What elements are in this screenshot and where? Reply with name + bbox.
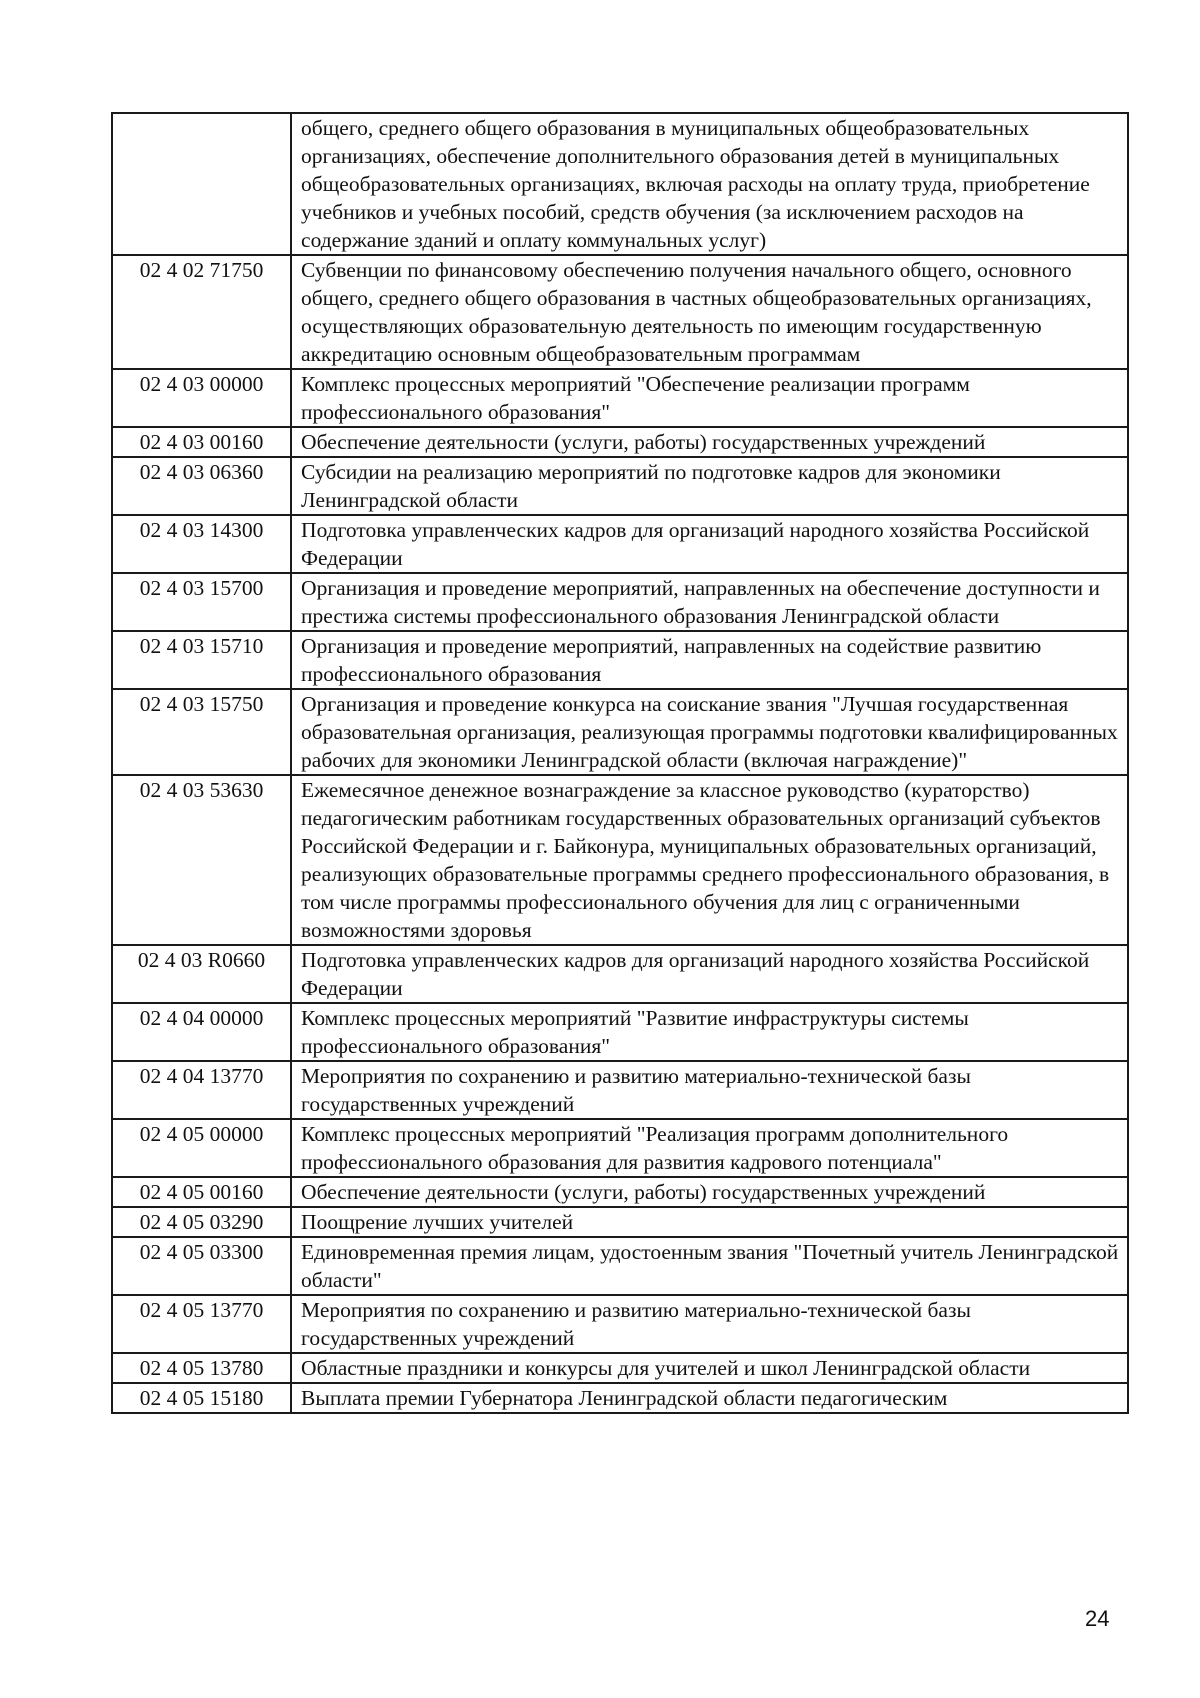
description-cell: Комплекс процессных мероприятий "Развитие инфраструктуры системы профессионального образования" bbox=[291, 1003, 1128, 1061]
code-cell: 02 4 03 15750 bbox=[112, 689, 291, 775]
table-row bbox=[112, 1353, 1128, 1383]
table-row bbox=[112, 1207, 1128, 1237]
table-row bbox=[112, 775, 1128, 945]
table-row bbox=[112, 573, 1128, 631]
description-cell: Организация и проведение мероприятий, направленных на содействие развитию профессионального образования bbox=[291, 631, 1128, 689]
code-cell: 02 4 05 00000 bbox=[112, 1119, 291, 1177]
description-cell: Обеспечение деятельности (услуги, работы) государственных учреждений bbox=[291, 427, 1128, 457]
description-cell: Подготовка управленческих кадров для организаций народного хозяйства Российской Федерации bbox=[291, 945, 1128, 1003]
description-cell: Обеспечение деятельности (услуги, работы) государственных учреждений bbox=[291, 1177, 1128, 1207]
table-row bbox=[112, 1119, 1128, 1177]
code-cell: 02 4 03 00000 bbox=[112, 369, 291, 427]
table-row bbox=[112, 515, 1128, 573]
description-cell: Подготовка управленческих кадров для организаций народного хозяйства Российской Федерации bbox=[291, 515, 1128, 573]
code-cell: 02 4 05 15180 bbox=[112, 1383, 291, 1413]
code-cell: 02 4 03 53630 bbox=[112, 775, 291, 945]
code-cell: 02 4 03 R0660 bbox=[112, 945, 291, 1003]
budget-code-table-container bbox=[111, 112, 1129, 1414]
table-row bbox=[112, 1295, 1128, 1353]
description-cell: Субсидии на реализацию мероприятий по подготовке кадров для экономики Ленинградской области bbox=[291, 457, 1128, 515]
description-cell: Субвенции по финансовому обеспечению получения начального общего, основного общего, среднего общего образования в частных общеобразовательных организациях, осуществляющих образовательную деятельность по имеющим государственную аккредитацию основным общеобразовательным программам bbox=[291, 255, 1128, 369]
table-row bbox=[112, 631, 1128, 689]
description-cell: Организация и проведение мероприятий, направленных на обеспечение доступности и престижа системы профессионального образования Ленинградской области bbox=[291, 573, 1128, 631]
table-row bbox=[112, 689, 1128, 775]
description-cell: Единовременная премия лицам, удостоенным звания "Почетный учитель Ленинградской области" bbox=[291, 1237, 1128, 1295]
code-cell: 02 4 03 15700 bbox=[112, 573, 291, 631]
budget-code-table bbox=[111, 112, 1129, 1414]
table-row bbox=[112, 457, 1128, 515]
description-cell: Комплекс процессных мероприятий "Реализация программ дополнительного профессионального образования для развития кадрового потенциала" bbox=[291, 1119, 1128, 1177]
code-cell: 02 4 04 13770 bbox=[112, 1061, 291, 1119]
code-cell bbox=[112, 113, 291, 255]
table-row bbox=[112, 113, 1128, 255]
table-row bbox=[112, 369, 1128, 427]
page-number: 24 bbox=[1085, 1606, 1110, 1631]
code-cell: 02 4 03 14300 bbox=[112, 515, 291, 573]
code-cell: 02 4 04 00000 bbox=[112, 1003, 291, 1061]
code-cell: 02 4 05 03290 bbox=[112, 1207, 291, 1237]
description-cell: Комплекс процессных мероприятий "Обеспечение реализации программ профессионального образования" bbox=[291, 369, 1128, 427]
code-cell: 02 4 05 03300 bbox=[112, 1237, 291, 1295]
table-row bbox=[112, 1237, 1128, 1295]
table-row bbox=[112, 1383, 1128, 1413]
description-cell: Организация и проведение конкурса на соискание звания "Лучшая государственная образовательная организация, реализующая программы подготовки квалифицированных рабочих для экономики Ленинградской области (включая награждение)" bbox=[291, 689, 1128, 775]
code-cell: 02 4 02 71750 bbox=[112, 255, 291, 369]
description-cell: Мероприятия по сохранению и развитию материально-технической базы государственных учреждений bbox=[291, 1061, 1128, 1119]
description-cell: Поощрение лучших учителей bbox=[291, 1207, 1128, 1237]
description-cell: Мероприятия по сохранению и развитию материально-технической базы государственных учреждений bbox=[291, 1295, 1128, 1353]
code-cell: 02 4 03 15710 bbox=[112, 631, 291, 689]
table-row bbox=[112, 255, 1128, 369]
table-row bbox=[112, 1003, 1128, 1061]
table-row bbox=[112, 1177, 1128, 1207]
description-cell: Ежемесячное денежное вознаграждение за классное руководство (кураторство) педагогическим работникам государственных образовательных организаций субъектов Российской Федерации и г. Байконура, муниципальных образовательных организаций, реализующих образовательные программы среднего профессионального образования, в том числе программы профессионального обучения для лиц с ограниченными возможностями здоровья bbox=[291, 775, 1128, 945]
table-row bbox=[112, 427, 1128, 457]
description-cell: Выплата премии Губернатора Ленинградской области педагогическим bbox=[291, 1383, 1128, 1413]
table-row bbox=[112, 1061, 1128, 1119]
code-cell: 02 4 03 06360 bbox=[112, 457, 291, 515]
description-cell: общего, среднего общего образования в муниципальных общеобразовательных организациях, обеспечение дополнительного образования детей в муниципальных общеобразовательных организациях, включая расходы на оплату труда, приобретение учебников и учебных пособий, средств обучения (за исключением расходов на содержание зданий и оплату коммунальных услуг) bbox=[291, 113, 1128, 255]
code-cell: 02 4 05 13780 bbox=[112, 1353, 291, 1383]
description-cell: Областные праздники и конкурсы для учителей и школ Ленинградской области bbox=[291, 1353, 1128, 1383]
code-cell: 02 4 03 00160 bbox=[112, 427, 291, 457]
code-cell: 02 4 05 13770 bbox=[112, 1295, 291, 1353]
table-row bbox=[112, 945, 1128, 1003]
code-cell: 02 4 05 00160 bbox=[112, 1177, 291, 1207]
